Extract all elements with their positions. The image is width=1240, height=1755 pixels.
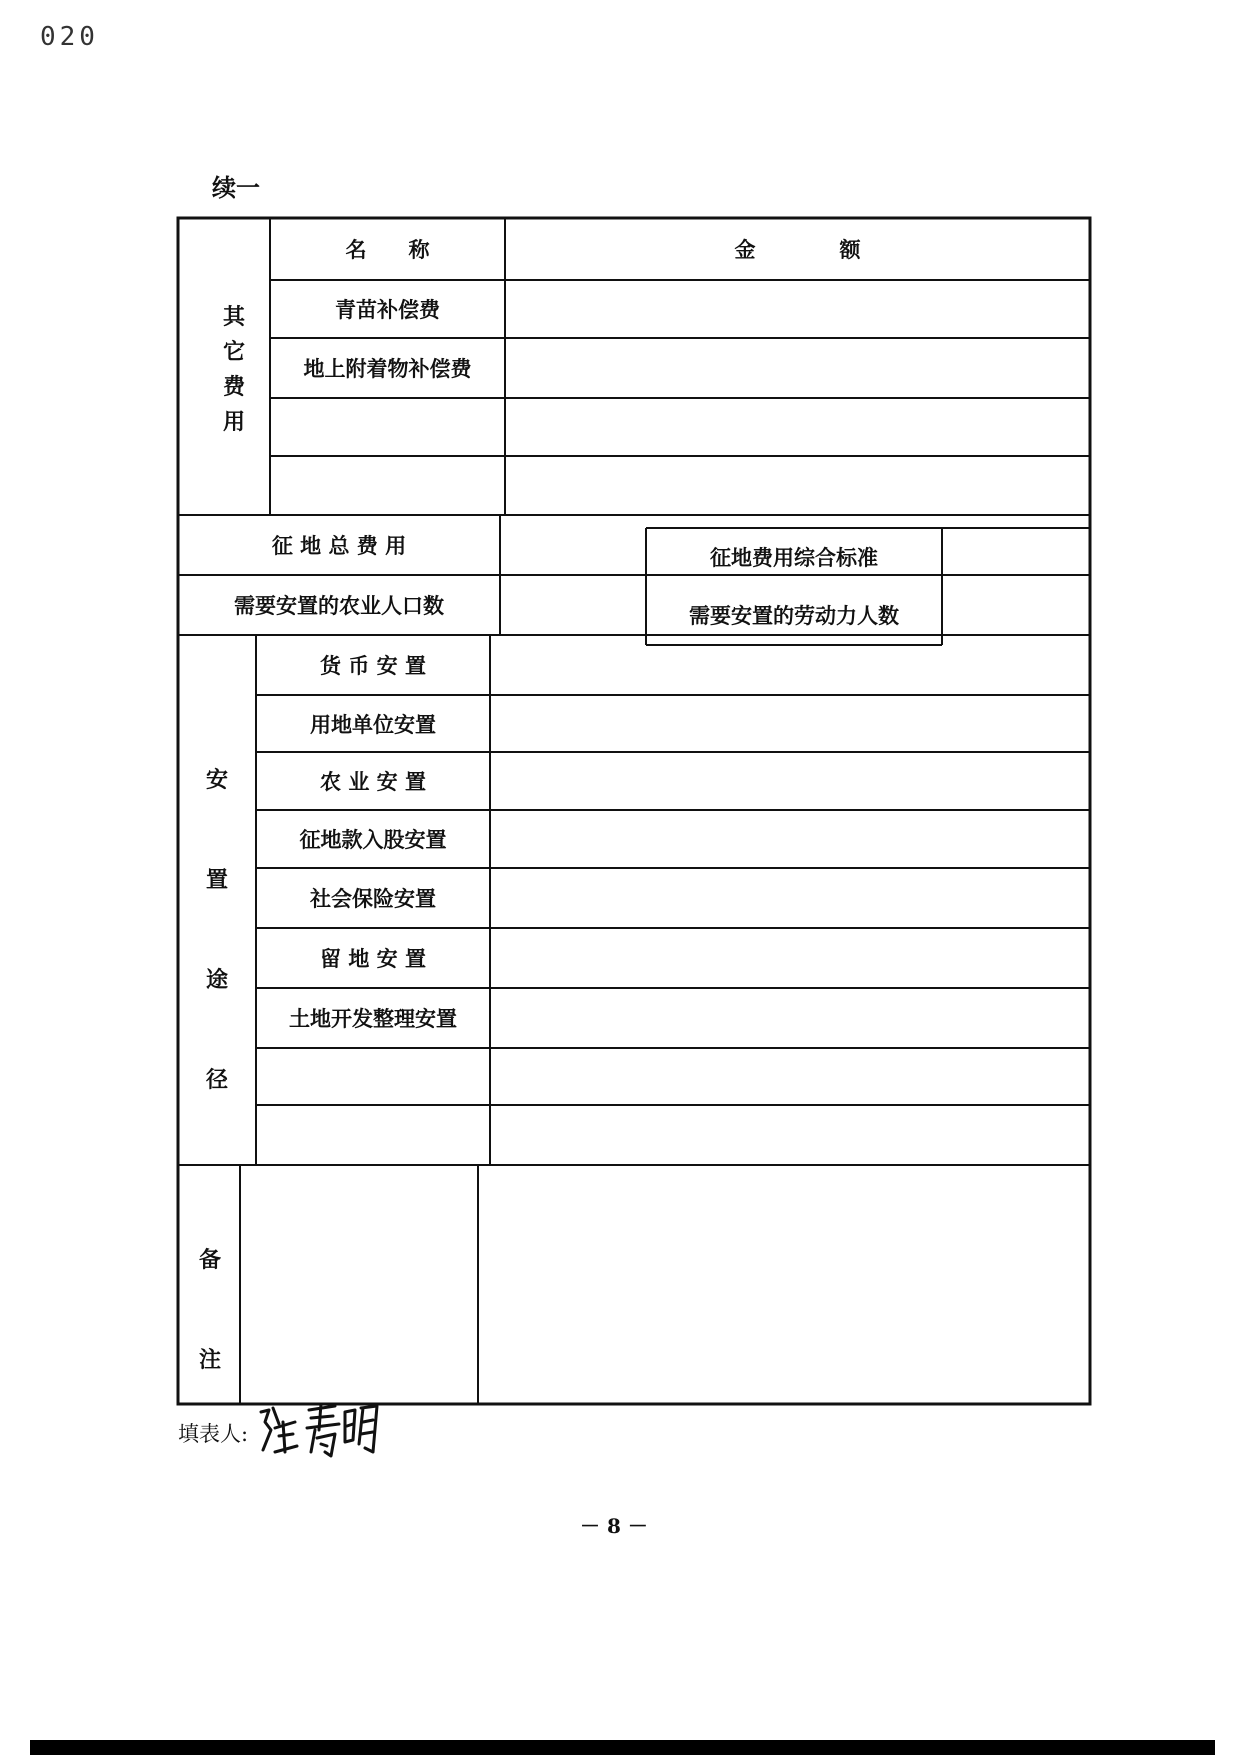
resettle-item-agriculture: 农 业 安 置: [320, 769, 426, 794]
corner-code: 020: [40, 22, 99, 52]
scan-edge-bar: [30, 1740, 1215, 1755]
resettle-item-reserved-land: 留 地 安 置: [320, 946, 426, 971]
continuation-label: 续一: [212, 173, 260, 202]
resettle-item-land-development: 土地开发整理安置: [289, 1006, 457, 1031]
resettle-item-equity: 征地款入股安置: [299, 827, 447, 852]
resettle-item-employer: 用地单位安置: [310, 711, 436, 737]
other-fees-label: 其它费用: [222, 304, 245, 435]
agri-population-label: 需要安置的农业人口数: [234, 593, 444, 618]
fee-item-seedling: 青苗补偿费: [335, 297, 440, 322]
header-name: 名 称: [345, 237, 430, 262]
handwritten-signature: [255, 1400, 385, 1460]
composite-standard-label: 征地费用综合标准: [710, 544, 878, 570]
labor-count-label: 需要安置的劳动力人数: [689, 603, 899, 628]
fee-item-attachments: 地上附着物补偿费: [303, 356, 472, 381]
page-number: － 8 －: [580, 1514, 648, 1538]
resettlement-label: 安置途径: [205, 767, 228, 1093]
resettle-item-monetary: 货 币 安 置: [320, 653, 426, 678]
resettle-item-social-insurance: 社会保险安置: [310, 886, 436, 911]
remarks-label: 备注: [198, 1247, 221, 1373]
total-fee-label: 征 地 总 费 用: [271, 533, 407, 558]
header-amount: 金 额: [734, 237, 861, 262]
filler-label: 填表人:: [178, 1422, 249, 1446]
